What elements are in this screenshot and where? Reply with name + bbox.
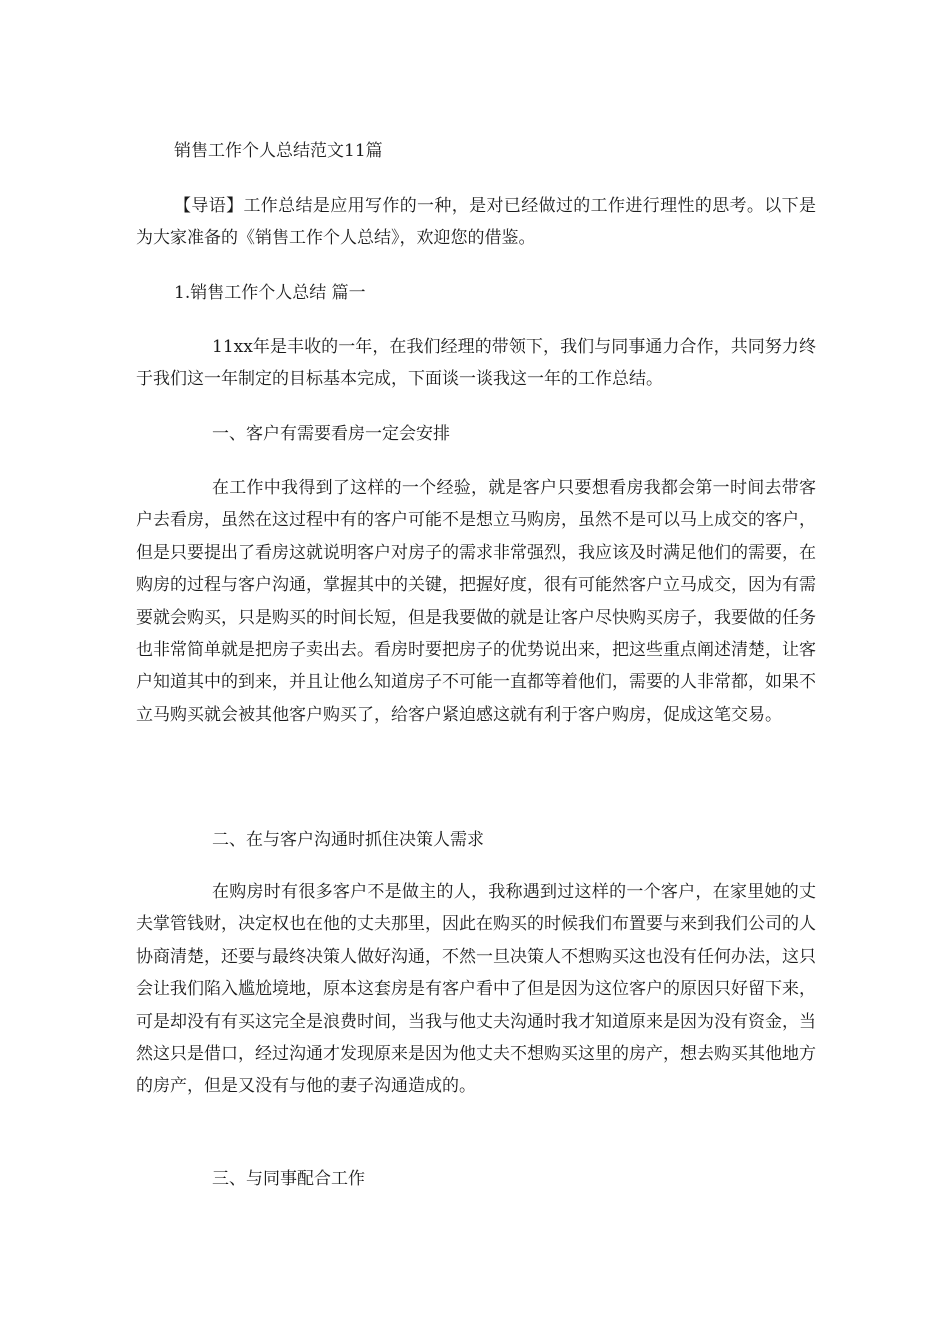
intro-paragraph: 【导语】工作总结是应用写作的一种，是对已经做过的工作进行理性的思考。以下是为大家准备的《销售工作个人总结》，欢迎您的借鉴。 (136, 196, 816, 249)
subheading-2: 二、在与客户沟通时抓住决策人需求 (212, 830, 484, 850)
opening-paragraph: 11xx年是丰收的一年，在我们经理的带领下，我们与同事通力合作，共同努力终于我们这一年制定的目标基本完成，下面谈一谈我这一年的工作总结。 (136, 337, 816, 390)
subheading-1: 一、客户有需要看房一定会安排 (212, 424, 450, 444)
section-heading: 1.销售工作个人总结 篇一 (174, 283, 366, 303)
document-title: 销售工作个人总结范文11篇 (174, 141, 383, 161)
subheading-3: 三、与同事配合工作 (212, 1169, 365, 1189)
paragraph-2: 在购房时有很多客户不是做主的人，我称遇到过这样的一个客户，在家里她的丈夫掌管钱财，决定权也在他的丈夫那里，因此在购买的时候我们布置要与来到我们公司的人协商清楚，还要与最终决策人做好沟通，不然一旦决策人不想购买这也没有任何办法，这只会让我们陷入尴尬境地，原本这套房是有客户看中了但是因为这位客户的原因只好留下来，可是却没有有买这完全是浪费时间，当我与他丈夫沟通时我才知道原来是因为没有资金，当然这只是借口，经过沟通才发现原来是因为他丈夫不想购买这里的房产，想去购买其他地方的房产，但是又没有与他的妻子沟通造成的。 (136, 882, 816, 1097)
paragraph-1: 在工作中我得到了这样的一个经验，就是客户只要想看房我都会第一时间去带客户去看房，虽然在这过程中有的客户可能不是想立马购房，虽然不是可以马上成交的客户，但是只要提出了看房这就说明客户对房子的需求非常强烈，我应该及时满足他们的需要，在购房的过程与客户沟通，掌握其中的关键，把握好度，很有可能然客户立马成交，因为有需要就会购买，只是购买的时间长短，但是我要做的就是让客户尽快购买房子，我要做的任务也非常简单就是把房子卖出去。看房时要把房子的优势说出来，把这些重点阐述清楚，让客户知道其中的到来，并且让他么知道房子不可能一直都等着他们，需要的人非常都，如果不立马购买就会被其他客户购买了，给客户紧迫感这就有利于客户购房，促成这笔交易。 (136, 478, 816, 725)
